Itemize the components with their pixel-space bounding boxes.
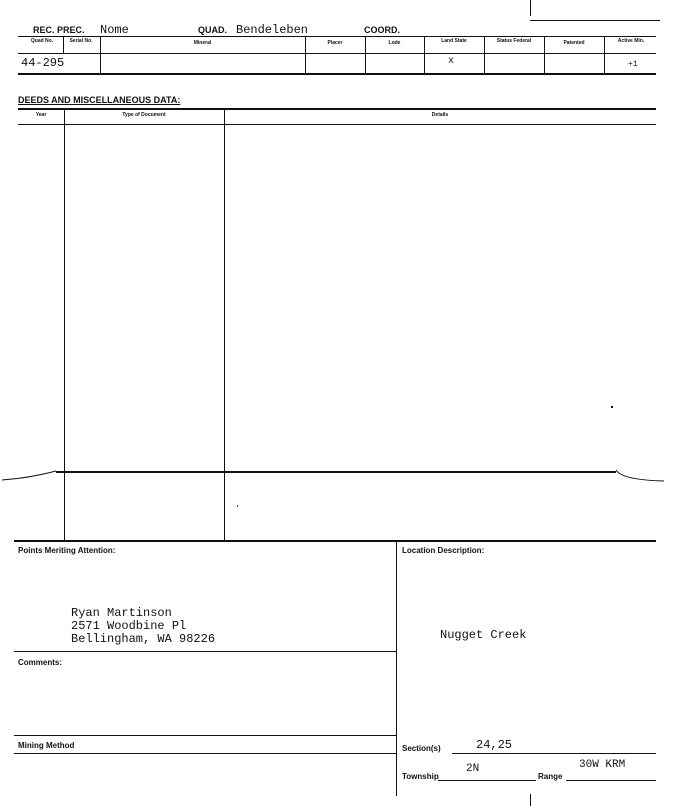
fold-curve-right — [616, 468, 678, 488]
deeds-top-line — [18, 108, 656, 110]
deeds-title: DEEDS AND MISCELLANEOUS DATA: — [18, 95, 181, 105]
township-label: Township — [402, 772, 439, 781]
range-label: Range — [538, 772, 563, 781]
mining-top-line — [14, 735, 396, 736]
col-header-patented: Patented — [563, 40, 585, 46]
top-margin-mark — [530, 0, 531, 16]
col-header-quad-no: Quad No. — [30, 38, 54, 44]
sections-line — [452, 753, 656, 754]
points-label: Points Meriting Attention: — [18, 546, 116, 555]
mining-label: Mining Method — [18, 741, 75, 750]
deeds-col-type: Type of Document — [122, 112, 166, 118]
table-top-line — [18, 36, 656, 37]
col-header-status-federal: Status Federal — [496, 38, 532, 44]
fold-curve-left — [0, 468, 60, 488]
quad-label: QUAD. — [198, 25, 227, 35]
range-line — [566, 780, 656, 781]
speck — [237, 505, 238, 507]
address-line-1: Ryan Martinson — [71, 606, 172, 620]
mining-bottom-line — [14, 753, 396, 754]
col-header-mineral: Mineral — [193, 40, 212, 46]
col-header-lode: Lode — [388, 40, 401, 46]
deeds-header-line — [18, 124, 656, 125]
comments-label: Comments: — [18, 658, 63, 667]
top-border-line — [530, 20, 660, 21]
col-header-land-state: Land State — [441, 38, 467, 44]
deeds-divider-1 — [64, 108, 65, 540]
col-header-serial-no: Serial No. — [69, 38, 93, 44]
col-divider-6 — [484, 36, 485, 73]
col-divider-8 — [604, 36, 605, 73]
deeds-col-year: Year — [35, 112, 47, 118]
bottom-section-divider — [396, 540, 397, 796]
table-header-bottom-line — [18, 53, 656, 54]
quad-no-value: 44-295 — [21, 56, 65, 70]
rec-prec-label: REC. PREC. — [33, 25, 85, 35]
township-line — [438, 780, 536, 781]
range-value: 30W KRM — [579, 759, 626, 771]
active-value: +1 — [628, 60, 638, 69]
address-line-2: 2571 Woodbine Pl — [71, 619, 187, 633]
township-value: 2N — [466, 763, 480, 775]
land-state-value: x — [448, 56, 455, 67]
location-label: Location Description: — [402, 546, 485, 555]
deeds-col-details: Details — [431, 112, 449, 118]
bottom-section-top-line — [14, 540, 656, 542]
sections-label: Section(s) — [402, 744, 441, 753]
col-divider-5 — [424, 36, 425, 73]
rec-prec-value: Nome — [100, 23, 129, 37]
col-header-placer: Placer — [327, 40, 343, 46]
comments-top-line — [14, 651, 396, 652]
address-line-3: Bellingham, WA 98226 — [71, 632, 216, 646]
location-value: Nugget Creek — [440, 628, 527, 642]
deeds-divider-2 — [224, 108, 225, 540]
col-divider-1 — [63, 36, 64, 53]
bottom-margin-mark — [530, 794, 531, 806]
fold-line — [56, 471, 616, 473]
speck — [611, 406, 613, 408]
table-bottom-line — [18, 73, 656, 75]
sections-value: 24,25 — [476, 738, 513, 752]
coord-label: COORD. — [364, 25, 400, 35]
quad-value: Bendeleben — [236, 23, 309, 37]
col-header-active: Active Min. — [617, 38, 645, 44]
